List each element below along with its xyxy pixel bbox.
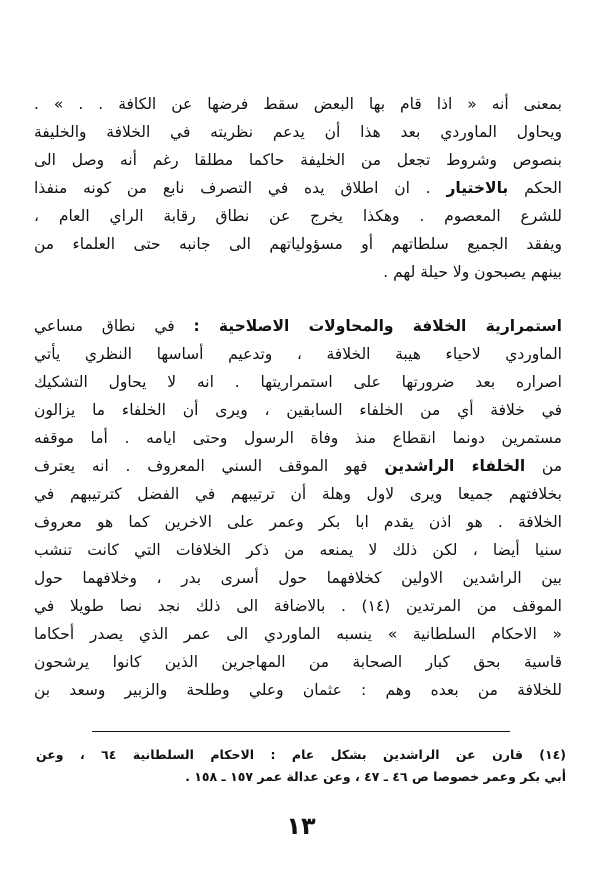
text-line: « الاحكام السلطانية » ينسبه الماوردي الى عمر الذي يصدر أحكاما [34, 625, 562, 643]
text-line: الخلافة . هو اذن يقدم ابا بكر وعمر على الاخرين كما هو معروف [34, 513, 562, 531]
footnote-divider [92, 731, 510, 732]
page-number: ١٣ [286, 812, 316, 840]
text-line: بخلافتهم جميعا ويرى لاول وهلة أن ترتيبهم في الفضل كترتيبهم في [34, 485, 562, 503]
text-segment: الحكم [508, 179, 562, 197]
text-line: الماوردي لاحياء هيبة الخلافة ، وتدعيم أساسها النظري يأتي [34, 345, 562, 363]
text-line: بينهم يصبحون ولا حيلة لهم . [383, 263, 562, 281]
paragraph-2 [34, 312, 562, 704]
footnotes [36, 744, 566, 788]
section-heading: استمرارية الخلافة والمحاولات الاصلاحية : [193, 317, 562, 335]
text-line [34, 312, 562, 340]
text-line: بمعنى أنه « اذا قام بها البعض سقط فرضها عن الكافة . . » . [34, 95, 562, 113]
text-line: بنصوص وشروط تجعل من الخليفة حاكما مطلقا رغم أنه وصل الى [34, 151, 562, 169]
bold-term: الخلفاء الراشدين [384, 457, 526, 475]
text-segment: من [525, 457, 562, 475]
paragraph-1 [34, 90, 562, 286]
text-line [34, 452, 562, 480]
text-line: ويحاول الماوردي بعد هذا أن يدعم نظريته في الخلافة والخليفة [34, 123, 562, 141]
text-segment: . ان اطلاق يده في التصرف نابع من كونه منفذا [34, 179, 447, 197]
text-line: قاسية بحق كبار الصحابة من المهاجرين الذين كانوا يرشحون [34, 653, 562, 671]
text-line: بين الراشدين الاولين كخلافهما حول أسرى بدر ، وخلافهما حول [34, 569, 562, 587]
text-segment: في نطاق مساعي [34, 317, 194, 335]
bold-term: بالاختيار [446, 179, 509, 197]
text-segment: فهو الموقف السني المعروف . انه يعترف [34, 457, 385, 475]
text-line: في خلافة أي من الخلفاء السابقين ، ويرى أن الخلفاء ما يزالون [34, 401, 562, 419]
text-line [34, 174, 562, 202]
text-line: الموقف من المرتدين (١٤) . بالاضافة الى ذلك نجد نصا طويلا في [34, 597, 562, 615]
footnote-line: (١٤) قارن عن الراشدين بشكل عام : الاحكام السلطانية ٦٤ ، وعن [36, 747, 566, 762]
text-line: ويفقد الجميع سلطاتهم أو مسؤولياتهم الى جانبه حتى العلماء من [34, 235, 562, 253]
text-line: للخلافة من بعده وهم : عثمان وعلي وطلحة والزبير وسعد بن [34, 681, 562, 699]
text-line: اصراره بعد ضرورتها على استمراريتها . انه لا يحاول التشكيك [34, 373, 562, 391]
text-line: للشرع المعصوم . وهكذا يخرج عن نطاق رقابة الراي العام ، [34, 207, 562, 225]
footnote-line: أبي بكر وعمر خصوصا ص ٤٦ ـ ٤٧ ، وعن عدالة عمر ١٥٧ ـ ١٥٨ . [185, 769, 566, 784]
text-line: سنيا أيضا ، لكن ذلك لا يمنعه من ذكر الخلافات التي كانت تنشب [34, 541, 562, 559]
text-line: مستمرين دونما انقطاع منذ وفاة الرسول وحتى ايامه . أما موقفه [34, 429, 562, 447]
